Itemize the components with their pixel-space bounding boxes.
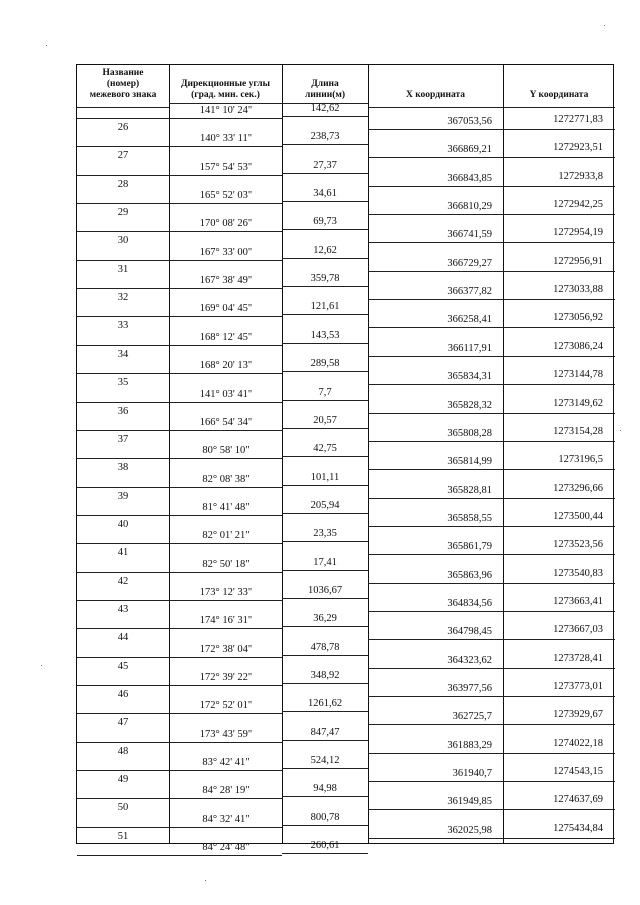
x-coordinate: 365834,31 [447,371,492,383]
direction-angle: 82° 08' 38" [202,473,250,485]
row-divider [282,116,368,117]
y-coordinate: 1273523,56 [553,539,603,551]
y-coordinate: 1274022,18 [553,737,603,749]
y-coordinate: 1273149,62 [553,397,603,409]
line-length: 17,41 [313,556,337,568]
boundary-mark-number: 35 [117,377,129,389]
direction-angle: 84° 32' 41" [202,813,250,825]
x-coordinate: 365814,99 [447,456,492,468]
row-divider [77,260,282,261]
x-coordinate: 366843,85 [447,172,492,184]
row-divider [282,456,368,457]
row-divider [77,572,282,573]
line-length: 1261,62 [307,698,343,710]
boundary-mark-number: 30 [117,235,129,247]
scan-speck [604,25,605,26]
boundary-mark-number: 26 [117,122,129,133]
boundary-mark-number: 39 [117,490,129,502]
row-divider [368,299,615,300]
direction-angle: 157° 54' 53" [199,161,253,173]
row-divider [77,657,282,658]
direction-angle: 83° 42' 41" [202,757,250,769]
boundary-mark-number: 29 [117,207,129,219]
y-coordinate: 1272933,8 [558,170,603,182]
row-divider [282,683,368,684]
row-divider [77,770,282,771]
y-coordinate: 1273154,28 [553,425,603,437]
row-divider [368,157,615,158]
boundary-mark-number: 47 [117,717,129,729]
boundary-mark-number: 33 [117,320,129,332]
row-divider [282,144,368,145]
row-divider [282,853,368,854]
direction-angle: 172° 39' 22" [199,672,253,683]
row-divider [368,809,615,810]
row-divider [368,384,615,385]
row-divider [77,742,282,743]
line-length: 524,12 [310,755,340,767]
coordinates-table [76,64,614,854]
y-coordinate: 1273540,83 [553,567,603,579]
row-divider [77,713,282,714]
y-coordinate: 1272771,83 [553,114,603,125]
row-divider [368,129,615,130]
line-length: 20,57 [313,414,337,426]
line-length: 7,7 [318,386,332,398]
row-divider [77,203,282,204]
x-coordinate: 366869,21 [447,144,492,156]
row-divider [282,314,368,315]
row-divider [77,543,282,544]
row-divider [77,855,282,856]
row-divider [368,781,615,782]
line-length: 260,61 [310,840,340,852]
row-divider [368,214,615,215]
y-coordinate: 1273500,44 [553,510,603,522]
line-length: 143,53 [310,329,340,341]
boundary-mark-number: 27 [117,150,129,162]
row-divider [368,753,615,754]
x-coordinate: 365808,28 [447,427,492,439]
direction-angle: 84° 24' 48" [202,842,250,854]
y-coordinate: 1273929,67 [553,709,603,721]
row-divider [77,345,282,346]
x-coordinate: 366729,27 [447,257,492,269]
row-divider [77,430,282,431]
direction-angle: 82° 01' 21" [202,530,250,542]
y-coordinate: 1273056,92 [553,312,603,324]
row-divider [368,639,615,640]
column-divider [282,65,283,843]
row-divider [77,402,282,403]
direction-angle: 167° 33' 00" [199,246,253,258]
row-divider [282,711,368,712]
y-coordinate: 1273086,24 [553,340,603,352]
x-coordinate: 362725,7 [452,711,492,723]
row-divider [77,118,282,119]
y-coordinate: 1274637,69 [553,794,603,806]
x-coordinate: 366810,29 [447,201,492,213]
row-divider [77,231,282,232]
row-divider [77,515,282,516]
y-coordinate: 1273144,78 [553,369,603,381]
row-divider [368,186,615,187]
row-divider [282,485,368,486]
line-length: 478,78 [310,641,340,653]
header-angles-line: Дирекционные углы [181,79,270,89]
boundary-mark-number: 40 [117,518,129,530]
direction-angle: 173° 12' 33" [199,586,253,598]
boundary-mark-number: 42 [117,575,129,587]
boundary-mark-number: 49 [117,774,129,786]
line-length: 23,35 [313,528,337,540]
row-divider [282,173,368,174]
x-coordinate: 365861,79 [447,541,492,553]
direction-angle: 84° 28' 19" [202,785,250,797]
direction-angle: 168° 20' 13" [199,360,253,372]
column-divider [169,65,170,843]
row-divider [282,229,368,230]
row-divider [368,696,615,697]
line-length: 101,11 [310,471,340,483]
header-angles-line: (град. мин. сек.) [191,90,260,100]
direction-angle: 170° 08' 26" [199,218,253,230]
boundary-mark-number: 41 [117,547,129,559]
header-divider [77,107,169,108]
row-divider [368,724,615,725]
row-divider [282,598,368,599]
row-divider [77,628,282,629]
x-coordinate: 367053,56 [447,116,492,127]
direction-angle: 166° 54' 34" [199,416,253,428]
direction-angle: 172° 38' 04" [199,643,253,655]
row-divider [368,469,615,470]
row-divider [282,570,368,571]
boundary-mark-number: 43 [117,603,129,615]
y-coordinate: 1272954,19 [553,227,603,239]
column-divider [503,65,504,843]
row-divider [282,400,368,401]
y-coordinate: 1273033,88 [553,284,603,296]
line-length: 12,62 [313,244,337,256]
boundary-mark-number: 48 [117,745,129,757]
x-coordinate: 366741,59 [447,229,492,241]
row-divider [282,768,368,769]
row-divider [77,146,282,147]
row-divider [282,825,368,826]
row-divider [282,796,368,797]
line-length: 142,62 [310,103,340,114]
x-coordinate: 366258,41 [447,314,492,326]
line-length: 847,47 [310,726,340,738]
row-divider [368,668,615,669]
x-coordinate: 365858,55 [447,512,492,524]
row-divider [282,541,368,542]
row-divider [368,271,615,272]
x-coordinate: 362025,98 [447,824,492,836]
row-divider [368,413,615,414]
line-length: 238,73 [310,131,340,143]
direction-angle: 140° 33' 11" [200,133,252,145]
boundary-mark-number: 38 [117,462,129,474]
header-name-line: Название [102,68,144,78]
x-coordinate: 364323,62 [447,654,492,666]
y-coordinate: 1273773,01 [553,681,603,692]
x-coordinate: 361949,85 [447,796,492,808]
row-divider [282,626,368,627]
row-divider [282,258,368,259]
boundary-mark-number: 37 [117,433,129,445]
boundary-mark-number: 46 [117,689,129,700]
row-divider [282,286,368,287]
x-coordinate: 365863,96 [447,569,492,581]
y-coordinate: 1273663,41 [553,595,603,607]
direction-angle: 141° 10' 24" [199,105,253,116]
row-divider [282,371,368,372]
direction-angle: 168° 12' 45" [199,331,253,343]
header-name-line: (номер) [106,79,140,89]
direction-angle: 167° 38' 49" [199,275,253,287]
row-divider [77,458,282,459]
y-coordinate: 1275434,84 [553,822,603,834]
x-coordinate: 361940,7 [452,768,492,780]
row-divider [282,655,368,656]
x-coordinate: 364798,45 [447,626,492,638]
y-coordinate: 1273667,03 [553,624,603,636]
row-divider [368,242,615,243]
y-coordinate: 1273196,5 [558,454,603,466]
y-coordinate: 1274543,15 [553,766,603,778]
row-divider [77,685,282,686]
header-x: X координата [405,90,466,100]
boundary-mark-number: 51 [117,830,129,842]
scan-speck [41,665,42,666]
y-coordinate: 1273728,41 [553,652,603,664]
header-divider [169,103,368,104]
row-divider [77,600,282,601]
row-divider [368,327,615,328]
row-divider [282,343,368,344]
boundary-mark-number: 45 [117,660,129,672]
boundary-mark-number: 36 [117,405,129,417]
row-divider [368,611,615,612]
direction-angle: 80° 58' 10" [202,445,250,457]
direction-angle: 174° 16' 31" [199,615,253,627]
scan-speck [205,880,206,881]
scan-speck [620,430,621,431]
x-coordinate: 361883,29 [447,739,492,751]
direction-angle: 172° 52' 01" [199,700,253,712]
row-divider [77,288,282,289]
y-coordinate: 1272942,25 [553,199,603,211]
header-name [77,68,169,101]
x-coordinate: 366377,82 [447,286,492,298]
x-coordinate: 365828,81 [447,484,492,496]
row-divider [77,827,282,828]
row-divider [368,838,615,839]
scan-speck [46,45,47,46]
line-length: 205,94 [310,499,340,511]
boundary-mark-number: 31 [117,263,129,275]
x-coordinate: 363977,56 [447,683,492,694]
line-length: 348,92 [310,670,340,681]
header-length [282,79,368,101]
row-divider [77,175,282,176]
row-divider [368,554,615,555]
line-length: 69,73 [313,216,337,228]
line-length: 800,78 [310,811,340,823]
boundary-mark-number: 44 [117,632,129,644]
row-divider [282,201,368,202]
direction-angle: 173° 43' 59" [199,728,253,740]
line-length: 36,29 [313,613,337,625]
header-name-line: межевого знака [89,90,157,100]
header-divider [368,107,615,108]
column-divider [368,65,369,843]
row-divider [368,526,615,527]
line-length: 1036,67 [307,584,343,596]
line-length: 94,98 [313,783,337,795]
line-length: 359,78 [310,273,340,285]
row-divider [77,373,282,374]
boundary-mark-number: 34 [117,348,129,360]
direction-angle: 169° 04' 45" [199,303,253,315]
boundary-mark-number: 50 [117,802,129,814]
row-divider [282,513,368,514]
x-coordinate: 366117,91 [447,342,492,354]
direction-angle: 81° 41' 48" [202,501,250,513]
row-divider [77,798,282,799]
row-divider [282,428,368,429]
row-divider [368,356,615,357]
direction-angle: 165° 52' 03" [199,190,253,202]
line-length: 27,37 [313,159,337,171]
row-divider [368,498,615,499]
line-length: 34,61 [313,188,337,200]
row-divider [282,740,368,741]
x-coordinate: 365828,32 [447,399,492,411]
header-y: Y координата [529,90,589,100]
row-divider [77,487,282,488]
row-divider [77,316,282,317]
line-length: 42,75 [313,443,337,455]
direction-angle: 141° 03' 41" [199,388,253,400]
header-length-line: Длина [311,79,339,89]
direction-angle: 82° 50' 18" [202,558,250,570]
line-length: 289,58 [310,358,340,370]
row-divider [368,441,615,442]
x-coordinate: 364834,56 [447,597,492,609]
boundary-mark-number: 28 [117,178,129,190]
y-coordinate: 1272956,91 [553,255,603,267]
row-divider [368,583,615,584]
y-coordinate: 1273296,66 [553,482,603,494]
line-length: 121,61 [310,301,340,313]
boundary-mark-number: 32 [117,292,129,304]
header-length-line: линии(м) [304,90,346,100]
y-coordinate: 1272923,51 [553,142,603,154]
header-angles [169,79,282,101]
